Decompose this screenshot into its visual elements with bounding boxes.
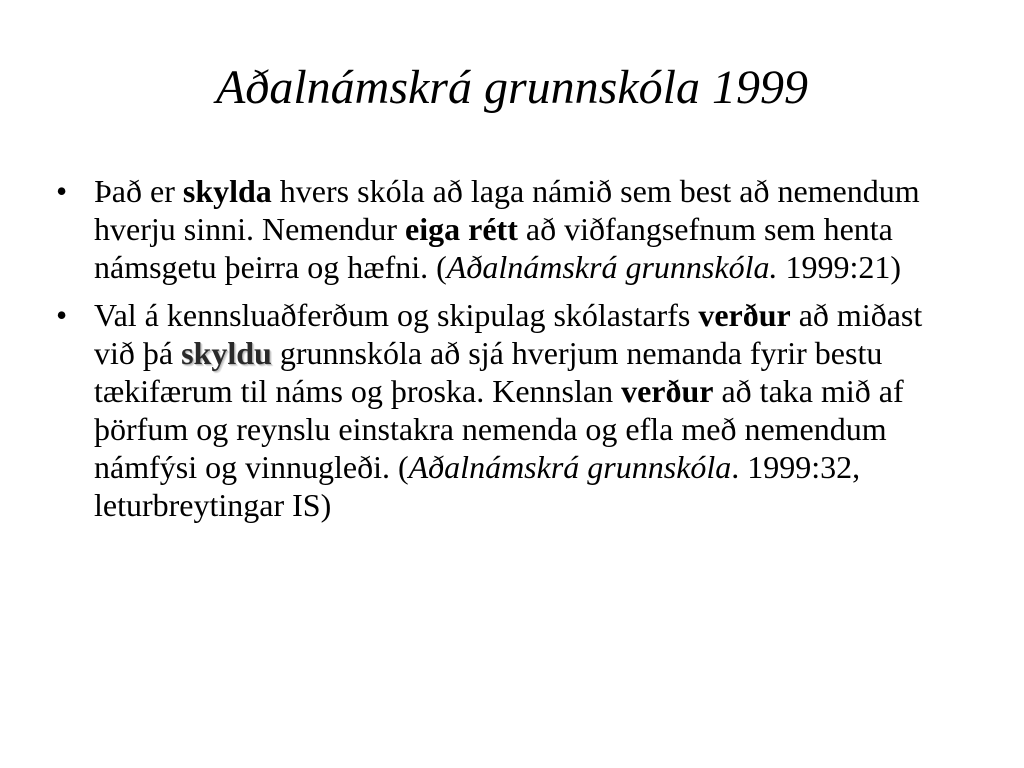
text-segment: að viðfangsefnum sem henta námsgetu þeirra og hæfni. ( <box>94 211 893 285</box>
text-segment: að miðast við þá <box>94 297 923 371</box>
text-segment: 1999:21) <box>777 249 901 285</box>
text-segment: Það er <box>94 173 183 209</box>
text-segment: Val á kennsluaðferðum og skipulag skólastarfs <box>94 297 699 333</box>
bullet-text <box>94 173 920 285</box>
text-segment: hvers skóla að laga námið sem best að nemendum hverju sinni. Nemendur <box>94 173 920 247</box>
bullet-item <box>56 296 968 524</box>
slide-title: Aðalnámskrá grunnskóla 1999 <box>216 61 808 114</box>
bold-text-segment: skylda <box>182 173 272 209</box>
bold-text-segment: verður <box>698 297 791 333</box>
embossed-text-segment: skyldu <box>181 335 272 371</box>
text-segment: grunnskóla að sjá hverjum nemanda fyrir bestu tækifærum til náms og þroska. Kennslan <box>94 335 883 409</box>
text-segment: að taka mið af þörfum og reynslu einstakra nemenda og efla með nemendum námfýsi og vinnugleði. ( <box>94 373 904 485</box>
bold-text-segment: eiga rétt <box>405 211 518 247</box>
bullet-dot-icon: • <box>56 297 68 333</box>
bullet-list <box>56 172 968 534</box>
bullet-text <box>94 297 922 523</box>
italic-text-segment: Aðalnámskrá grunnskóla <box>408 449 732 485</box>
text-segment: . 1999:32, leturbreytingar IS) <box>94 449 861 523</box>
italic-text-segment: Aðalnámskrá grunnskóla. <box>446 249 778 285</box>
bullet-dot-icon: • <box>56 173 68 209</box>
bold-text-segment: verður <box>621 373 714 409</box>
bullet-item <box>56 172 968 286</box>
